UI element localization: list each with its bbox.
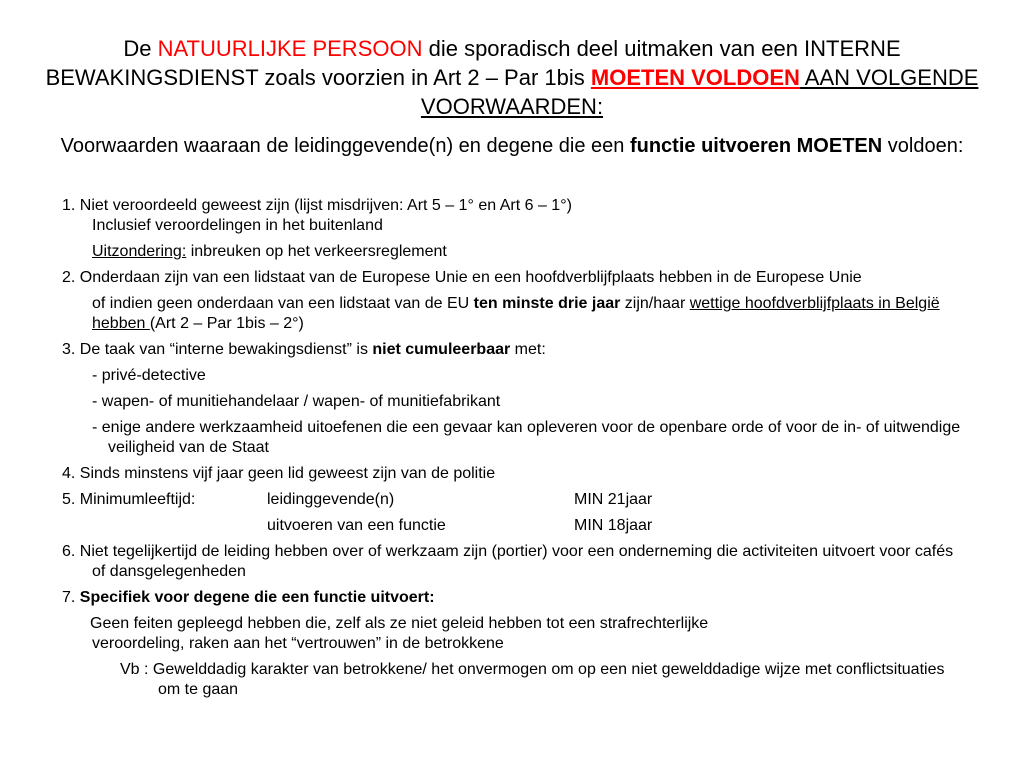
condition-7-example: Vb : Gewelddadig karakter van betrokkene/ het onvermogen om op een niet gewelddadige wijze met conflictsituaties om te gaan [120,661,945,698]
condition-7 [62,588,962,608]
condition-2-alt-reference: (Art 2 – Par 1bis – 2°) [149,315,304,332]
condition-3-text: 3. De taak van “interne bewakingsdienst” is [62,341,373,358]
condition-1: 1. Niet veroordeeld geweest zijn (lijst misdrijven: Art 5 – 1° en Art 6 – 1°) [62,197,572,214]
condition-7-detail-line-1: Geen feiten gepleegd hebben die, zelf als ze niet geleid hebben tot een strafrechterlijke [90,615,709,632]
subtitle-bold: functie uitvoeren MOETEN [629,135,883,157]
condition-6: 6. Niet tegelijkertijd de leiding hebben over of werkzaam zijn (portier) voor een onderneming die activiteiten uitvoert voor cafés of dansgelegenheden [62,543,954,580]
slide-subtitle [40,134,984,159]
condition-2-alt-underlined: wettige hoofdverblijfplaats in België hebben [92,295,940,332]
title-part-5: AAN VOLGENDE VOORWAARDEN: [420,65,979,119]
exception-label: Uitzondering: [92,243,187,260]
condition-7-detail-line-2: veroordeling, raken aan het “vertrouwen” in de betrokkene [92,635,504,652]
condition-3-text-2: met: [510,341,546,358]
title-part-1: De [123,36,158,61]
subtitle-part-1: Voorwaarden waaraan de leidinggevende(n) en degene die een [60,135,630,157]
slide-title [30,34,994,121]
condition-5-min-2: MIN 18jaar [574,517,653,534]
condition-1-continuation: Inclusief veroordelingen in het buitenland [92,217,383,234]
title-part-3: die sporadisch deel uitmaken van een INTERNE BEWAKINGSDIENST zoals voorzien in Art 2 – Par 1bis [45,36,901,90]
condition-2: 2. Onderdaan zijn van een lidstaat van de Europese Unie en een hoofdverblijfplaats hebben in de Europese Unie [62,269,862,286]
condition-1-exception [62,242,962,262]
condition-5-min-1: MIN 21jaar [574,491,653,508]
condition-5-spacer [62,516,267,536]
condition-3 [62,340,962,360]
condition-2-alt-bold: ten minste drie jaar [473,295,621,312]
condition-7-detail [62,614,962,654]
condition-5-role-2: uitvoeren van een functie [267,517,446,534]
title-highlight-natuurlijke-persoon: NATUURLIJKE PERSOON [157,36,423,61]
condition-7-bold: Specifiek voor degene die een functie uitvoert: [79,589,435,606]
title-highlight-moeten-voldoen: MOETEN VOLDOEN [590,65,800,90]
exception-text: inbreuken op het verkeersreglement [186,243,447,260]
condition-2-alt-text-2: zijn/haar [620,295,690,312]
condition-5-label: 5. Minimumleeftijd: [62,491,196,508]
condition-3-item-2: - wapen- of munitiehandelaar / wapen- of munitiefabrikant [92,393,501,410]
condition-3-item-3: - enige andere werkzaamheid uitoefenen die een gevaar kan opleveren voor de openbare orde of voor de in- of uitwendige veiligheid van de Staat [92,419,961,456]
condition-3-bold: niet cumuleerbaar [372,341,511,358]
condition-5-row-1 [62,490,962,510]
condition-5-row-2 [62,516,962,536]
subtitle-part-3: voldoen: [882,135,964,157]
condition-7-number: 7. [62,589,80,606]
condition-3-item-1: - privé-detective [92,367,206,384]
condition-2-alt-text: of indien geen onderdaan van een lidstaat van de EU [92,295,474,312]
condition-2-alternative [62,294,962,334]
condition-5-role-1: leidinggevende(n) [267,491,395,508]
condition-4: 4. Sinds minstens vijf jaar geen lid geweest zijn van de politie [62,465,496,482]
conditions-list [62,196,962,700]
